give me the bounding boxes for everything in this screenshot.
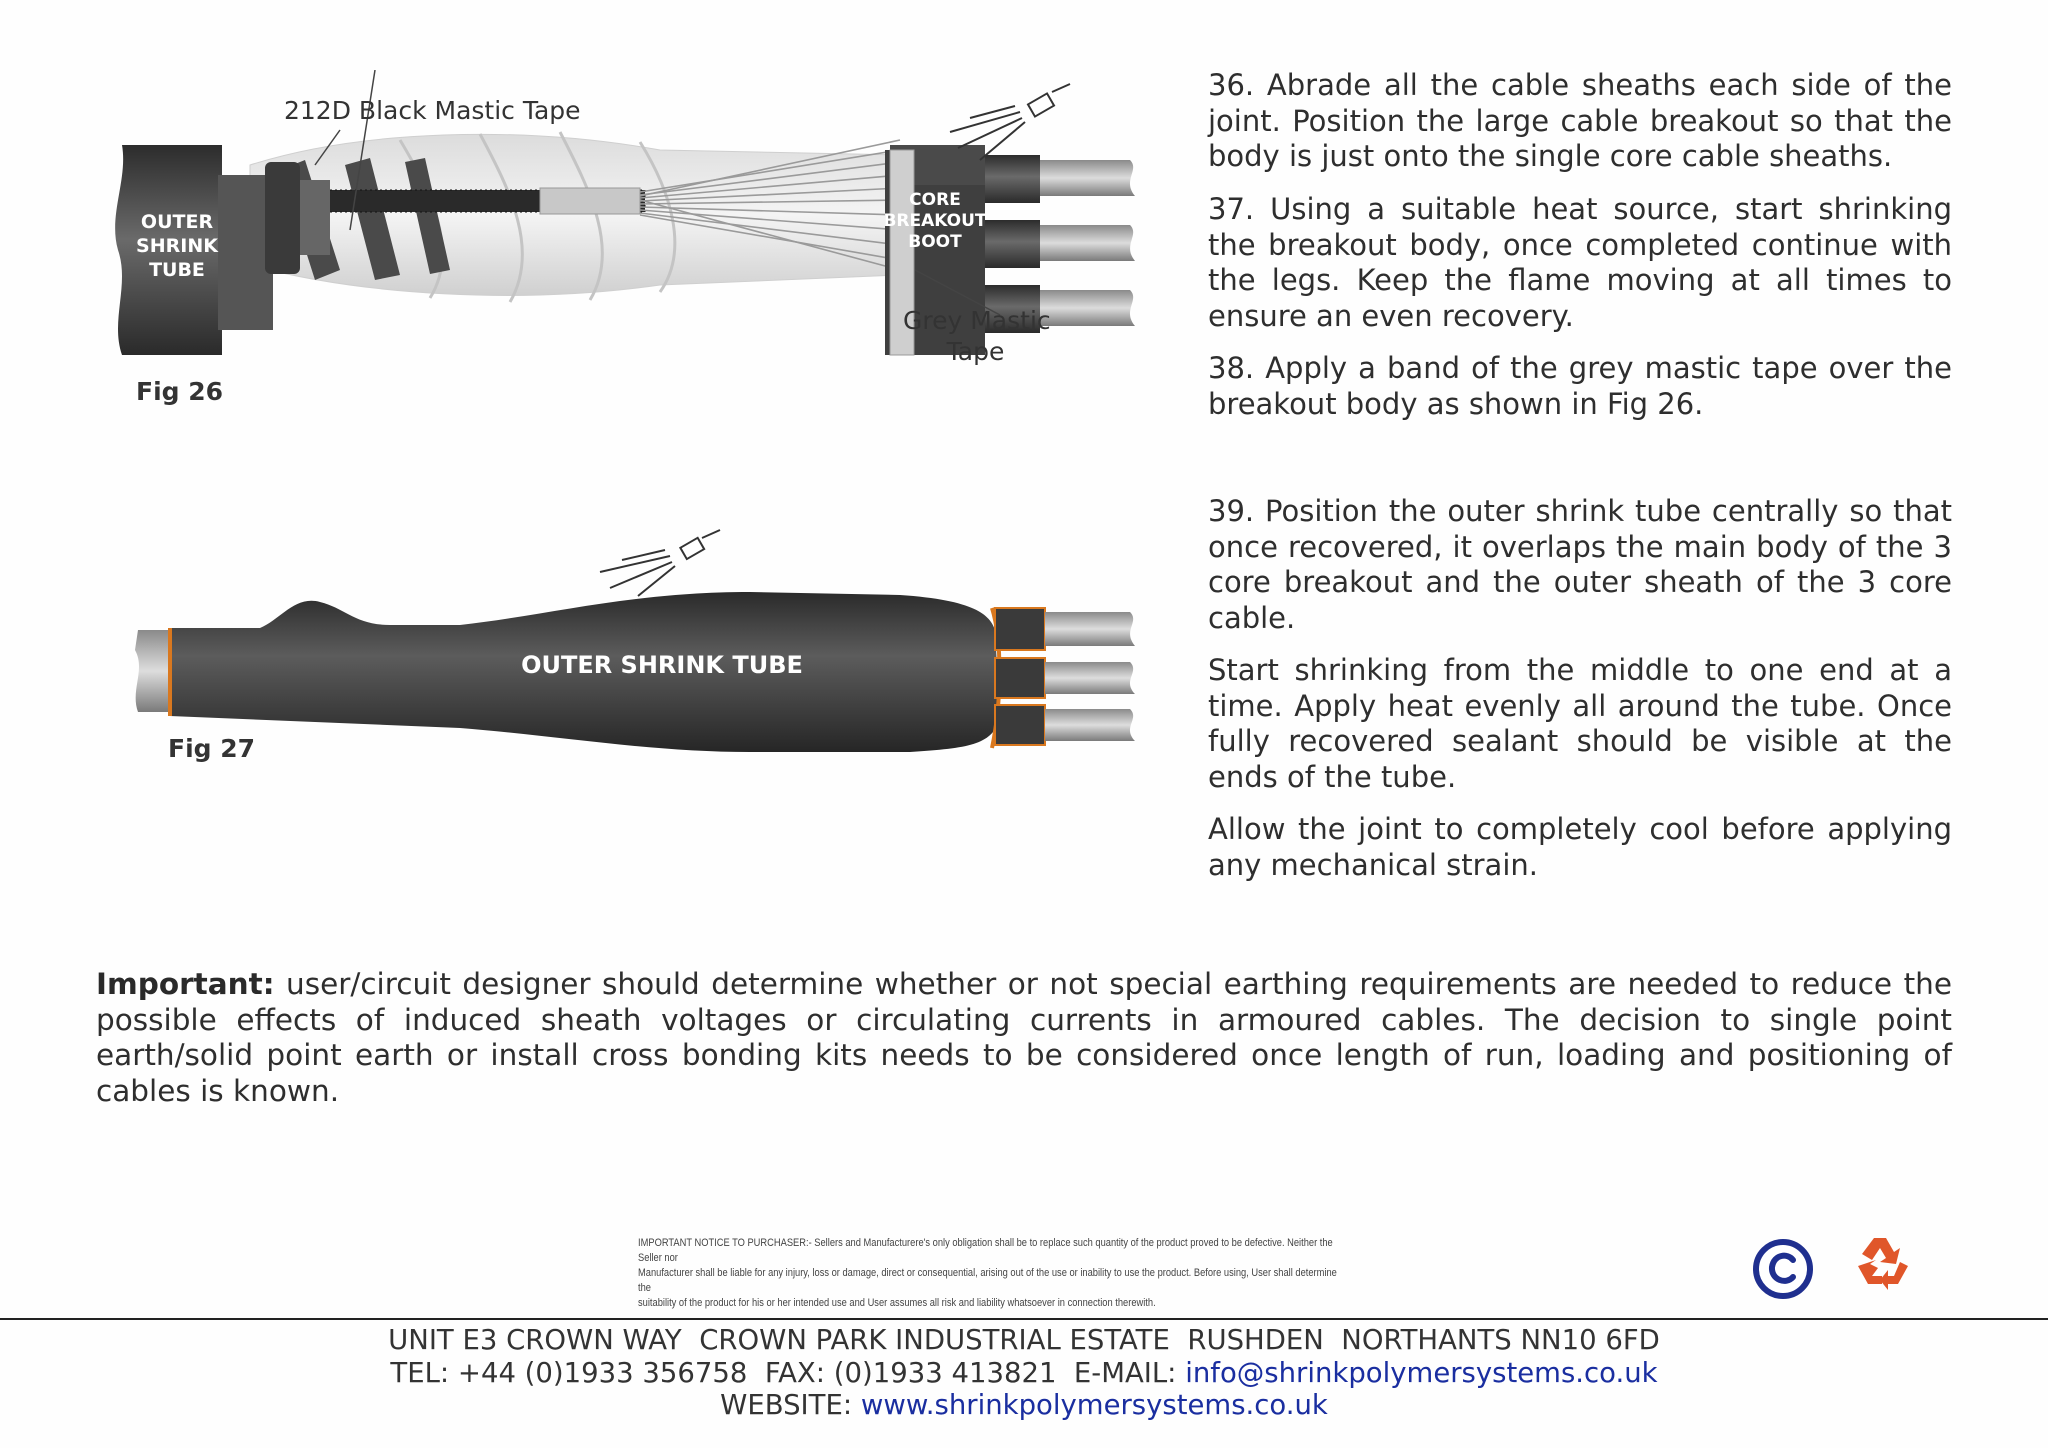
important-notice	[96, 967, 1952, 1109]
fig26-boot-line1: CORE	[909, 190, 961, 210]
purchaser-notice-line1: IMPORTANT NOTICE TO PURCHASER:- Sellers and Manufacturere's only obligation shall be to replace such quantity of the product proved to be defective. Neither the Seller nor	[638, 1237, 1333, 1264]
fig27-caption: Fig 27	[168, 734, 256, 763]
step-38-text: 38. Apply a band of the grey mastic tape over the breakout body as shown in Fig 26.	[1208, 351, 1952, 421]
footer-website	[0, 1389, 2048, 1421]
footer-contact	[0, 1357, 2048, 1389]
footer-contact-prefix: TEL: +44 (0)1933 356758 FAX: (0)1933 413821 E-MAIL:	[390, 1357, 1186, 1389]
step-39-text: 39. Position the outer shrink tube centrally so that once recovered, it overlaps the main body of the 3 core breakout and the outer sheath of the 3 core cable.	[1208, 494, 1952, 635]
purchaser-notice-line2: Manufacturer shall be liable for any injury, loss or damage, direct or consequential, arising out of the use or inability to use the product. Before using, User shall determine the	[638, 1267, 1337, 1294]
recycle-icon	[1850, 1230, 1916, 1296]
fig26-tube-line1: OUTER	[140, 211, 214, 233]
purchaser-notice-line3: suitability of the product for his or her intended use and User assumes all risk and liability whatsoever in connection therewith.	[638, 1297, 1156, 1309]
fig26-boot-line3: BOOT	[908, 232, 962, 252]
footer-address: UNIT E3 CROWN WAY CROWN PARK INDUSTRIAL ESTATE RUSHDEN NORTHANTS NN10 6FD	[388, 1324, 1660, 1356]
step-39-shrinking-text: Start shrinking from the middle to one end at a time. Apply heat evenly all around the tube. Once fully recovered sealant should be visible at the ends of the tube.	[1208, 653, 1952, 794]
grey-mastic-label-line2: Tape	[946, 337, 1005, 366]
footer-email-link[interactable]: info@shrinkpolymersystems.co.uk	[1185, 1357, 1658, 1389]
heat-torch-icon	[600, 530, 720, 596]
black-mastic-label: 212D Black Mastic Tape	[284, 96, 581, 125]
fig26-tube-line2: SHRINK	[136, 235, 218, 257]
fig27-tube-label: OUTER SHRINK TUBE	[521, 651, 803, 679]
step-37-text: 37. Using a suitable heat source, start shrinking the breakout body, once completed continue with the legs. Keep the flame moving at all times to ensure an even recovery.	[1208, 192, 1952, 333]
important-text: user/circuit designer should determine whether or not special earthing requirements are needed to reduce the possible effects of induced sheath voltages or circulating currents in armoured cables. The decision to single point earth/solid point earth or install cross bonding kits needs to be considered once length of run, loading and positioning of cables is known.	[96, 967, 1952, 1108]
important-label: Important:	[96, 967, 275, 1001]
grey-mastic-label	[903, 306, 1051, 366]
purchaser-notice	[638, 1236, 1342, 1311]
fig26-tube-line3: TUBE	[149, 259, 205, 281]
fig26-boot-line2: BREAKOUT	[883, 211, 987, 231]
footer-website-prefix: WEBSITE:	[720, 1389, 861, 1421]
step-39-cooling-text: Allow the joint to completely cool before applying any mechanical strain.	[1208, 812, 1952, 882]
fig27-illustration	[130, 520, 1210, 770]
grey-mastic-label-line1: Grey Mastic	[903, 306, 1051, 335]
copyright-icon	[1752, 1238, 1814, 1300]
step-36-text: 36. Abrade all the cable sheaths each side of the joint. Position the large cable breakout so that the body is just onto the single core cable sheaths.	[1208, 68, 1952, 173]
footer-website-link[interactable]: www.shrinkpolymersystems.co.uk	[860, 1389, 1328, 1421]
fig26-caption: Fig 26	[136, 377, 224, 406]
footer-divider	[0, 1318, 2048, 1320]
